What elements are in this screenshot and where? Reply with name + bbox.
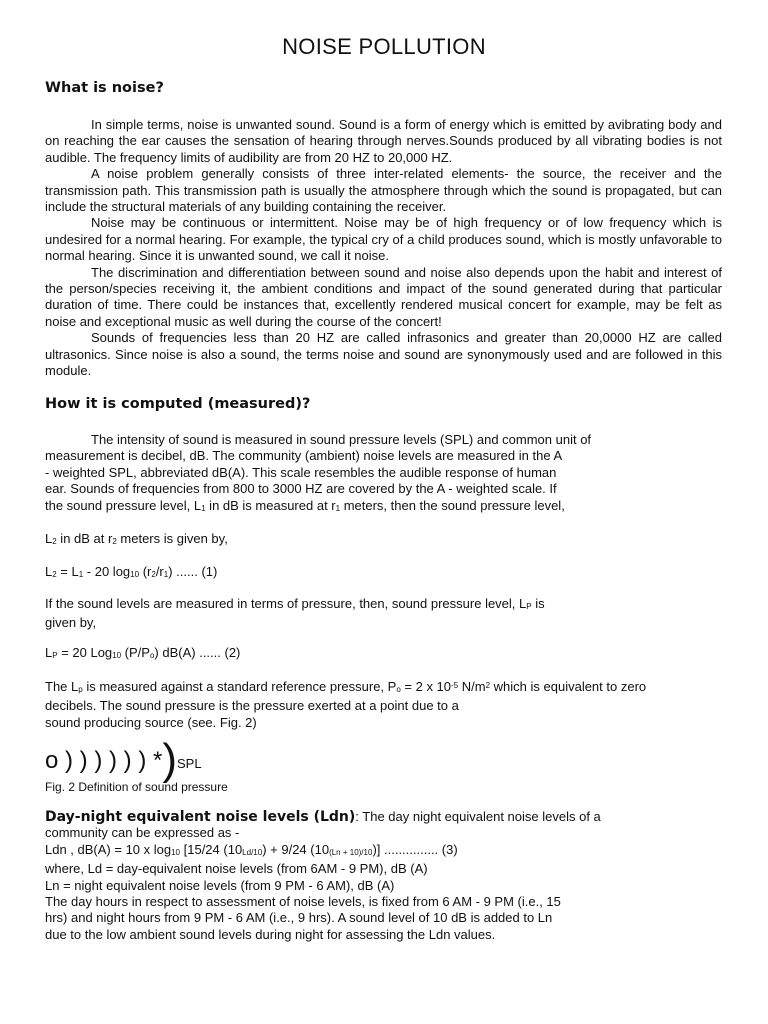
equation-1: L2 = L1 - 20 log10 (r2/r1) ...... (1) [45,564,218,579]
wave-front: ) [162,735,177,784]
text-line: The intensity of sound is measured in sound pressure levels (SPL) and common unit of [91,432,592,447]
text-line: - weighted SPL, abbreviated dB(A). This scale resembles the audible response of human [45,464,557,480]
section-heading-how-computed: How it is computed (measured)? [45,396,311,412]
paragraph: The discrimination and differentiation between sound and noise also depends upon the habit and interest of the person/species receiving it, the ambient conditions and impact of the sound generated during that particular duration of time. There could be instances that, excellently rendered musical concert for example, may be felt as noise and exceptional music as well during the course of the concert! [45,264,722,329]
pressure-text: If the sound levels are measured in terms of pressure, then, sound pressure level, LP is given by, [45,596,545,631]
paragraph: In simple terms, noise is unwanted sound. Sound is a form of energy which is emitted by avibrating body and on reaching the ear causes the sensation of hearing through nerves.Sounds produced by all vibrating bodies is not audible. The frequency limits of audibility are from 20 HZ to 20,000 HZ. [45,117,722,165]
sound-wave-figure [45,735,202,785]
paragraph: Noise may be continuous or intermittent. Noise may be of high frequency or of low frequency which is undesired for a normal hearing. For example, the typical cry of a child produces sound, which is mostly unfavorable to normal hearing. Since it is unwanted sound, we call it noise. [45,215,722,264]
spl-label: SPL [176,756,202,771]
text-line: ear. Sounds of frequencies from 800 to 3000 HZ are covered by the A - weighted scale. If [45,481,557,497]
section-ldn: Day-night equivalent noise levels (Ldn): The day night equivalent noise levels of a community can be expressed as - Ldn , dB(A) = 10 x log10 [15/24 (10Ld/10) + 9/24 (10(Ln + 10)/10)] ............... (3) where, Ld = day-equivalent noise levels (from 6AM - 9 PM), dB (A) Ln = night equivalent noise levels (from 9 PM - 6 AM), dB (A) The day hours in respect to assessment of noise levels, is fixed from 6 AM - 9 PM (i.e., 15 hrs) and night hours from 9 PM - 6 AM (i.e., 9 hrs). A sound level of 10 dB is added to Ln due to the low ambient sound levels during night for assessing the Ldn values. [45,809,735,943]
section-heading-ldn: Day-night equivalent noise levels (Ldn) [45,809,356,825]
equation-2: LP = 20 Log10 (P/Po) dB(A) ...... (2) [45,645,241,660]
reference-pressure-text: The Lp is measured against a standard reference pressure, Po = 2 x $10^{-5}$ $N/m^2$ which is equivalent to zero decibels. The sound pressure is the pressure exerted at a point due to a sound producing source (see. Fig. 2) [45,679,647,730]
section-body-how-computed [45,432,735,517]
text-line: the sound pressure level, L1 in dB is measured at r1 meters, then the sound pressure level, [45,497,565,513]
paragraph: A noise problem generally consists of three inter-related elements- the source, the receiver and the transmission path. This transmission path is usually the atmosphere through which the sound is propagated, but can include the structural materials of any building containing the receiver. [45,166,722,215]
section-heading-what-is-noise: What is noise? [45,80,164,96]
figure-caption: Fig. 2 Definition of sound pressure [45,780,228,794]
text-line: measurement is decibel, dB. The community (ambient) noise levels are measured in the A [45,448,563,464]
wave-arcs: o ) ) ) ) ) ) * [45,747,163,774]
l2-line: L2 in dB at r2 meters is given by, [45,531,228,546]
paragraph: Sounds of frequencies less than 20 HZ are called infrasonics and greater than 20,0000 HZ are called ultrasonics. Since noise is also a sound, the terms noise and sound are synonymously used and are followed in this module. [45,330,722,379]
page-title: NOISE POLLUTION [282,34,486,59]
equation-3: Ldn , dB(A) = 10 x log10 [15/24 (10Ld/10) + 9/24 (10(Ln + 10)/10)] ............... (3) [45,841,458,857]
section-body-what-is-noise [45,117,722,380]
